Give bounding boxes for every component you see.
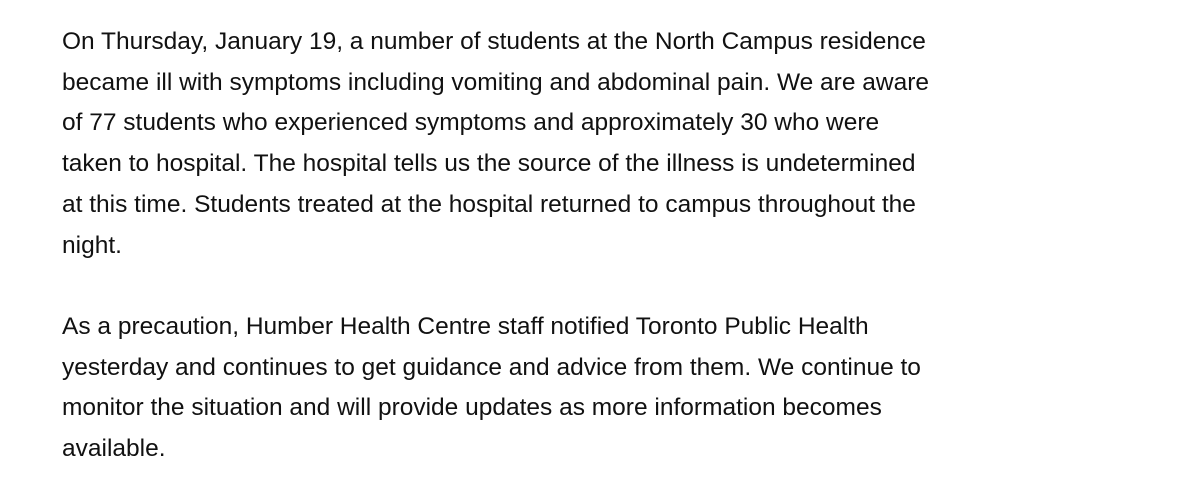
text-line: yesterday and continues to get guidance and advice from them. We continue to <box>62 353 921 381</box>
text-line: became ill with symptoms including vomiting and abdominal pain. We are aware <box>62 68 929 96</box>
text-line: at this time. Students treated at the hospital returned to campus throughout the <box>62 190 916 218</box>
text-line: As a precaution, Humber Health Centre staff notified Toronto Public Health <box>62 312 869 340</box>
paragraph-incident <box>62 22 1162 266</box>
text-line: available. <box>62 435 166 463</box>
text-line: night. <box>62 231 122 259</box>
statement-text <box>62 22 1162 470</box>
paragraph-precaution <box>62 307 1162 470</box>
text-line: On Thursday, January 19, a number of students at the North Campus residence <box>62 28 926 55</box>
text-line: taken to hospital. The hospital tells us the source of the illness is undetermined <box>62 150 916 178</box>
text-line: of 77 students who experienced symptoms and approximately 30 who were <box>62 109 880 137</box>
text-line: monitor the situation and will provide updates as more information becomes <box>62 394 882 422</box>
